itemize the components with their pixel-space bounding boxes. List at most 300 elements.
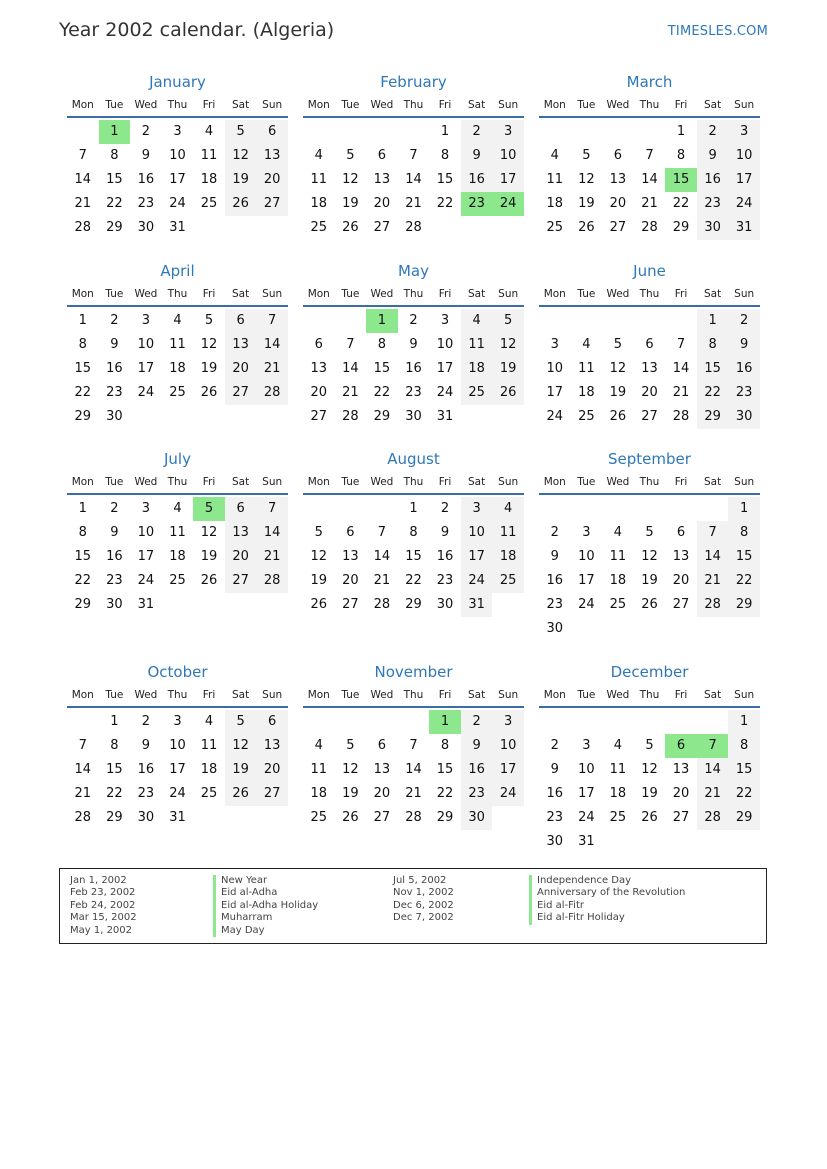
day-cell: 15: [106, 172, 123, 187]
weekday-label: Sun: [734, 476, 755, 488]
weekday-label: Mon: [307, 99, 330, 111]
day-cell: 20: [672, 786, 690, 801]
day-cell: 26: [492, 381, 524, 405]
month-title: December: [610, 663, 689, 681]
day-cell: 7: [645, 148, 654, 163]
day-cell: 8: [676, 148, 686, 163]
weekday-label: Sat: [467, 288, 486, 300]
month-april: [67, 259, 288, 429]
weekday-label: Mon: [71, 288, 94, 300]
day-cell: 26: [342, 810, 359, 825]
weekday-label: Sat: [467, 476, 486, 488]
empty-cell: [67, 710, 99, 734]
day-cell: 21: [373, 573, 391, 588]
day-cell: 16: [461, 168, 493, 192]
legend-date: Jan 1, 2002: [70, 875, 127, 886]
day-cell: 1: [728, 497, 760, 521]
weekday-label: Sun: [734, 99, 755, 111]
month-title: November: [374, 663, 453, 681]
day-cell: 4: [461, 309, 493, 333]
day-cell: 20: [373, 196, 391, 211]
day-cell: 9: [110, 525, 119, 540]
weekday-label: Fri: [674, 476, 688, 488]
weekday-label: Wed: [606, 99, 630, 111]
week-row: [303, 734, 524, 758]
day-cell: 22: [697, 381, 729, 405]
empty-cell: [492, 593, 524, 617]
weekday-header: [539, 94, 760, 118]
day-cell: 17: [461, 545, 493, 569]
day-cell: 27: [373, 220, 391, 235]
day-cell: 31: [461, 593, 493, 617]
day-cell: 6: [346, 525, 355, 540]
day-cell: 22: [436, 196, 454, 211]
day-cell: 29: [405, 597, 422, 612]
legend-holiday-name: Eid al-Adha: [213, 887, 318, 899]
day-cell: 13: [342, 549, 359, 564]
day-cell: 30: [461, 806, 493, 830]
month-title: October: [147, 663, 208, 681]
day-cell: 8: [78, 337, 87, 352]
day-cell: 13: [256, 144, 288, 168]
week-row: [303, 144, 524, 168]
day-cell: 11: [169, 337, 186, 352]
day-cell: 25: [492, 569, 524, 593]
day-cell: 3: [173, 124, 182, 139]
day-cell: 5: [346, 148, 355, 163]
day-cell: 16: [405, 361, 422, 376]
day-cell: 18: [609, 786, 627, 801]
empty-cell: [492, 405, 524, 429]
month-november: [303, 660, 524, 830]
day-cell: 14: [405, 172, 422, 187]
month-october: [67, 660, 288, 830]
week-row: [67, 216, 288, 240]
week-row: [539, 216, 760, 240]
week-row: [67, 192, 288, 216]
day-cell: 24: [728, 192, 760, 216]
weekday-label: Mon: [543, 288, 566, 300]
day-cell: 31: [169, 220, 186, 235]
empty-cell: [634, 830, 666, 854]
legend-holiday-name: Independence Day: [529, 875, 685, 887]
weekday-label: Fri: [438, 288, 452, 300]
week-row: [539, 782, 760, 806]
day-cell: 1: [409, 501, 418, 516]
day-cell: 28: [373, 597, 391, 612]
day-cell: 30: [137, 220, 155, 235]
day-cell: 20: [225, 545, 257, 569]
day-cell: 30: [546, 621, 564, 636]
day-cell: 11: [200, 148, 218, 163]
day-cell: 7: [256, 309, 288, 333]
day-cell: 27: [373, 810, 391, 825]
day-cell: 31: [436, 409, 454, 424]
day-cell: 14: [641, 172, 658, 187]
weekday-label: Mon: [307, 288, 330, 300]
weekday-label: Sun: [498, 99, 519, 111]
empty-cell: [571, 309, 603, 333]
weekday-label: Sat: [703, 476, 722, 488]
day-cell: 30: [546, 834, 564, 849]
day-cell: 28: [256, 381, 288, 405]
day-cell: 11: [169, 525, 186, 540]
legend-date: Nov 1, 2002: [393, 887, 454, 899]
week-row: [67, 168, 288, 192]
day-cell: 3: [492, 120, 524, 144]
empty-cell: [335, 497, 367, 521]
day-cell: 7: [78, 738, 87, 753]
day-cell: 9: [440, 525, 450, 540]
empty-cell: [571, 617, 603, 641]
week-row: [539, 168, 760, 192]
day-cell: 5: [225, 710, 257, 734]
weekday-label: Mon: [307, 476, 330, 488]
day-cell: 29: [74, 409, 92, 424]
weekday-header: [67, 471, 288, 495]
day-cell: 2: [409, 313, 418, 328]
weekday-label: Thu: [167, 288, 188, 300]
day-cell: 26: [609, 409, 627, 424]
legend-date: Dec 7, 2002: [393, 912, 454, 924]
day-cell: 26: [641, 597, 658, 612]
weekday-label: Fri: [438, 99, 452, 111]
day-cell: 12: [225, 734, 257, 758]
weekday-label: Tue: [105, 476, 124, 488]
day-cell: 23: [461, 782, 493, 806]
day-cell: 19: [310, 573, 328, 588]
week-row: [303, 309, 524, 333]
weekday-label: Sat: [231, 689, 250, 701]
empty-cell: [602, 309, 634, 333]
day-cell: 11: [609, 549, 627, 564]
day-cell: 10: [137, 337, 155, 352]
weekday-label: Thu: [639, 689, 660, 701]
day-cell: 6: [225, 497, 257, 521]
empty-cell: [492, 806, 524, 830]
day-cell: 13: [641, 361, 658, 376]
day-cell: 2: [141, 714, 151, 729]
weekday-label: Mon: [307, 689, 330, 701]
day-cell: 7: [346, 337, 355, 352]
legend-holiday-name: Muharram: [213, 912, 318, 924]
day-cell: 31: [137, 597, 155, 612]
weekday-header: [303, 283, 524, 307]
empty-cell: [225, 405, 257, 429]
empty-cell: [602, 710, 634, 734]
week-row: [67, 120, 288, 144]
day-cell: 8: [697, 333, 729, 357]
week-row: [539, 710, 760, 734]
day-cell: 12: [200, 337, 218, 352]
weekday-label: Sat: [703, 99, 722, 111]
day-cell: 10: [578, 762, 595, 777]
empty-cell: [697, 497, 729, 521]
week-row: [539, 333, 760, 357]
day-cell: 14: [672, 361, 690, 376]
day-cell: 3: [492, 710, 524, 734]
day-cell: 8: [728, 734, 760, 758]
day-cell: 22: [728, 569, 760, 593]
empty-cell: [602, 617, 634, 641]
day-cell: 18: [461, 357, 493, 381]
empty-cell: [539, 120, 571, 144]
day-cell: 16: [106, 361, 123, 376]
month-title: September: [608, 450, 691, 468]
day-cell: 5: [314, 525, 323, 540]
day-cell: 4: [550, 148, 559, 163]
day-cell: 25: [169, 573, 186, 588]
day-cell: 14: [256, 521, 288, 545]
empty-cell: [335, 710, 367, 734]
day-cell: 26: [578, 220, 595, 235]
weekday-label: Tue: [341, 689, 360, 701]
day-cell: 9: [409, 337, 418, 352]
day-cell: 1: [110, 714, 119, 729]
empty-cell: [193, 405, 225, 429]
week-row: [303, 710, 524, 734]
day-cell: 13: [310, 361, 328, 376]
day-cell: 3: [141, 313, 151, 328]
day-cell: 25: [461, 381, 493, 405]
day-cell: 13: [672, 762, 690, 777]
day-cell: 16: [137, 172, 155, 187]
day-cell: 30: [137, 810, 155, 825]
day-cell: 17: [137, 549, 155, 564]
day-cell: 21: [256, 545, 288, 569]
day-cell: 9: [461, 144, 493, 168]
day-cell: 25: [609, 597, 627, 612]
empty-cell: [335, 309, 367, 333]
week-row: [67, 521, 288, 545]
day-cell: 2: [110, 313, 119, 328]
day-cell: 17: [578, 786, 595, 801]
empty-cell: [193, 806, 225, 830]
day-cell: 1: [429, 710, 461, 734]
week-row: [303, 497, 524, 521]
day-cell: 2: [550, 738, 559, 753]
day-cell: 9: [728, 333, 760, 357]
day-cell: 23: [436, 573, 454, 588]
weekday-label: Mon: [71, 99, 94, 111]
day-cell: 21: [74, 196, 92, 211]
day-cell: 1: [78, 313, 87, 328]
day-cell: 25: [200, 786, 218, 801]
weekday-label: Sat: [703, 689, 722, 701]
week-row: [67, 405, 288, 429]
empty-cell: [571, 497, 603, 521]
weekday-header: [303, 684, 524, 708]
day-cell: 12: [492, 333, 524, 357]
empty-cell: [571, 120, 603, 144]
day-cell: 7: [697, 734, 729, 758]
weekday-label: Mon: [543, 689, 566, 701]
month-march: [539, 70, 760, 240]
weekday-label: Wed: [606, 288, 630, 300]
weekday-label: Sat: [231, 288, 250, 300]
day-cell: 19: [200, 549, 218, 564]
day-cell: 7: [697, 521, 729, 545]
day-cell: 26: [200, 573, 218, 588]
weekday-header: [303, 94, 524, 118]
day-cell: 10: [137, 525, 155, 540]
day-cell: 31: [578, 834, 595, 849]
day-cell: 6: [225, 309, 257, 333]
month-january: [67, 70, 288, 240]
empty-cell: [225, 216, 257, 240]
day-cell: 4: [204, 124, 214, 139]
legend-holiday-name: Eid al-Adha Holiday: [213, 900, 318, 912]
day-cell: 15: [106, 762, 123, 777]
day-cell: 28: [342, 409, 359, 424]
day-cell: 1: [99, 120, 131, 144]
week-row: [539, 192, 760, 216]
week-row: [67, 545, 288, 569]
day-cell: 12: [342, 762, 359, 777]
day-cell: 18: [310, 196, 328, 211]
day-cell: 27: [225, 381, 257, 405]
day-cell: 26: [225, 782, 257, 806]
day-cell: 18: [546, 196, 564, 211]
week-row: [303, 216, 524, 240]
day-cell: 29: [728, 806, 760, 830]
day-cell: 2: [461, 710, 493, 734]
day-cell: 27: [609, 220, 627, 235]
day-cell: 19: [225, 168, 257, 192]
week-row: [539, 806, 760, 830]
day-cell: 30: [436, 597, 454, 612]
day-cell: 19: [492, 357, 524, 381]
weekday-label: Wed: [370, 476, 394, 488]
day-cell: 19: [342, 196, 359, 211]
weekday-label: Wed: [134, 689, 158, 701]
empty-cell: [303, 120, 335, 144]
empty-cell: [665, 497, 697, 521]
day-cell: 16: [546, 573, 564, 588]
week-row: [67, 569, 288, 593]
week-row: [539, 381, 760, 405]
weekday-label: Tue: [105, 689, 124, 701]
day-cell: 25: [609, 810, 627, 825]
day-cell: 27: [256, 782, 288, 806]
day-cell: 27: [342, 597, 359, 612]
empty-cell: [571, 710, 603, 734]
day-cell: 14: [74, 762, 92, 777]
empty-cell: [130, 405, 162, 429]
day-cell: 16: [546, 786, 564, 801]
day-cell: 5: [225, 120, 257, 144]
legend-date: Dec 6, 2002: [393, 899, 454, 911]
legend-holiday-name: Eid al-Fitr: [529, 900, 685, 912]
empty-cell: [162, 405, 194, 429]
page-title: Year 2002 calendar. (Algeria): [59, 19, 335, 41]
day-cell: 4: [314, 148, 323, 163]
day-cell: 21: [405, 786, 422, 801]
empty-cell: [67, 120, 99, 144]
month-august: [303, 447, 524, 617]
empty-cell: [665, 617, 697, 641]
week-row: [67, 497, 288, 521]
weekday-header: [303, 471, 524, 495]
empty-cell: [697, 617, 729, 641]
day-cell: 26: [225, 192, 257, 216]
empty-cell: [303, 309, 335, 333]
day-cell: 3: [582, 738, 591, 753]
day-cell: 17: [492, 168, 524, 192]
day-cell: 8: [440, 148, 450, 163]
empty-cell: [539, 497, 571, 521]
day-cell: 10: [169, 148, 186, 163]
day-cell: 18: [492, 545, 524, 569]
weekday-label: Wed: [134, 99, 158, 111]
week-row: [303, 806, 524, 830]
day-cell: 11: [546, 172, 564, 187]
day-cell: 23: [137, 786, 155, 801]
weekday-label: Thu: [639, 99, 660, 111]
week-row: [67, 144, 288, 168]
empty-cell: [634, 309, 666, 333]
month-may: [303, 259, 524, 429]
day-cell: 8: [110, 738, 119, 753]
week-row: [67, 309, 288, 333]
day-cell: 24: [546, 409, 564, 424]
day-cell: 14: [405, 762, 422, 777]
day-cell: 13: [609, 172, 627, 187]
day-cell: 20: [672, 573, 690, 588]
day-cell: 19: [225, 758, 257, 782]
day-cell: 15: [728, 758, 760, 782]
empty-cell: [461, 216, 493, 240]
month-title: April: [160, 262, 195, 280]
day-cell: 27: [310, 409, 328, 424]
day-cell: 28: [697, 806, 729, 830]
weekday-header: [67, 684, 288, 708]
day-cell: 3: [461, 497, 493, 521]
month-title: January: [149, 73, 206, 91]
day-cell: 19: [578, 196, 595, 211]
weekday-header: [539, 684, 760, 708]
empty-cell: [492, 216, 524, 240]
empty-cell: [366, 710, 398, 734]
week-row: [539, 593, 760, 617]
week-row: [67, 806, 288, 830]
day-cell: 19: [641, 573, 658, 588]
week-row: [303, 168, 524, 192]
day-cell: 9: [141, 148, 151, 163]
weekday-label: Thu: [403, 288, 424, 300]
day-cell: 17: [169, 172, 186, 187]
day-cell: 27: [641, 409, 658, 424]
day-cell: 3: [550, 337, 559, 352]
week-row: [539, 309, 760, 333]
day-cell: 21: [697, 782, 729, 806]
empty-cell: [461, 405, 493, 429]
day-cell: 12: [641, 762, 658, 777]
day-cell: 27: [672, 810, 690, 825]
weekday-header: [67, 283, 288, 307]
week-row: [67, 381, 288, 405]
day-cell: 21: [74, 786, 92, 801]
brand-link[interactable]: TIMESLES.COM: [667, 24, 768, 39]
day-cell: 14: [373, 549, 391, 564]
day-cell: 4: [173, 313, 182, 328]
weekday-label: Thu: [639, 288, 660, 300]
weekday-label: Tue: [577, 288, 596, 300]
day-cell: 15: [74, 549, 92, 564]
week-row: [303, 782, 524, 806]
day-cell: 6: [676, 525, 686, 540]
day-cell: 25: [310, 810, 328, 825]
